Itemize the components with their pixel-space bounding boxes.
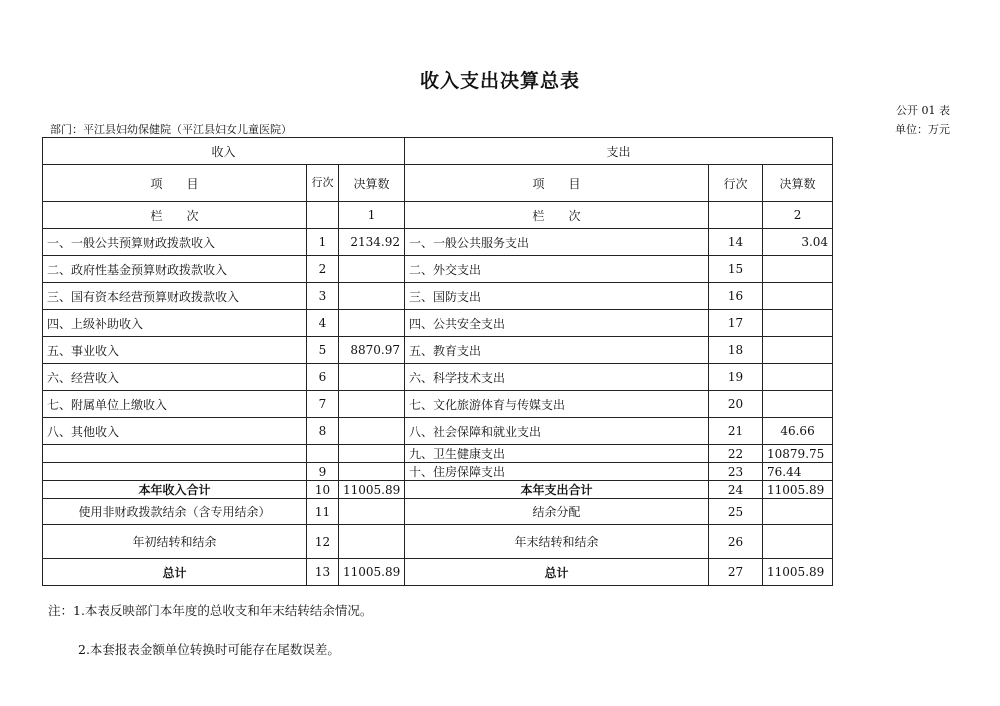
- expense-value: 3.04: [763, 229, 833, 256]
- begin-balance-value: [339, 525, 405, 559]
- expense-value: [763, 337, 833, 364]
- end-balance-value: [763, 525, 833, 559]
- expense-amount-header: 决算数: [763, 165, 833, 202]
- income-line-no: 3: [307, 283, 339, 310]
- department-label: 部门：平江县妇幼保健院（平江县妇女儿童医院）: [50, 123, 292, 136]
- income-line-no: 4: [307, 310, 339, 337]
- expense-line-no: 21: [709, 418, 763, 445]
- grand-income-total-value: 11005.89: [339, 559, 405, 586]
- income-value: [339, 256, 405, 283]
- year-expense-total-value: 11005.89: [763, 481, 833, 499]
- income-section-header: 收入: [43, 138, 405, 165]
- table-row: [43, 391, 833, 418]
- surplus-value: [763, 499, 833, 525]
- grand-income-total-no: 13: [307, 559, 339, 586]
- begin-balance-no: 12: [307, 525, 339, 559]
- nonfiscal-row: [43, 499, 833, 525]
- table-row: [43, 310, 833, 337]
- page-title: 收入支出决算总表: [419, 70, 580, 92]
- expense-item: 四、公共安全支出: [405, 310, 709, 337]
- year-expense-total-label: 本年支出合计: [405, 481, 709, 499]
- income-lanci-line: [307, 202, 339, 229]
- income-item: 七、附属单位上缴收入: [43, 391, 307, 418]
- expense-line-header: 行次: [709, 165, 763, 202]
- section-header-row: [43, 138, 833, 165]
- table-row: [43, 229, 833, 256]
- expense-item: 五、教育支出: [405, 337, 709, 364]
- expense-item: 三、国防支出: [405, 283, 709, 310]
- income-item: 三、国有资本经营预算财政拨款收入: [43, 283, 307, 310]
- expense-line-no: 15: [709, 256, 763, 283]
- income-item: 二、政府性基金预算财政拨款收入: [43, 256, 307, 283]
- income-line-header: 行次: [307, 165, 339, 202]
- income-line-no: 8: [307, 418, 339, 445]
- carryover-row: [43, 525, 833, 559]
- grand-income-total-label: 总计: [43, 559, 307, 586]
- income-item: 八、其他收入: [43, 418, 307, 445]
- expense-line-no: 22: [709, 445, 763, 463]
- income-amount-header: 决算数: [339, 165, 405, 202]
- income-line-no: [307, 445, 339, 463]
- nonfiscal-label: 使用非财政拨款结余（含专用结余）: [43, 499, 307, 525]
- expense-line-no: 18: [709, 337, 763, 364]
- expense-lanci-line: [709, 202, 763, 229]
- expense-value: 76.44: [763, 463, 833, 481]
- begin-balance-label: 年初结转和结余: [43, 525, 307, 559]
- expense-line-no: 17: [709, 310, 763, 337]
- expense-item: 一、一般公共服务支出: [405, 229, 709, 256]
- expense-line-no: 16: [709, 283, 763, 310]
- expense-item: 八、社会保障和就业支出: [405, 418, 709, 445]
- income-line-no: 9: [307, 463, 339, 481]
- income-line-no: 6: [307, 364, 339, 391]
- surplus-label: 结余分配: [405, 499, 709, 525]
- income-line-no: 7: [307, 391, 339, 418]
- year-income-total-no: 10: [307, 481, 339, 499]
- income-line-no: 2: [307, 256, 339, 283]
- grand-total-row: [43, 559, 833, 586]
- note-2: 2.本套报表金额单位转换时可能存在尾数误差。: [78, 642, 340, 657]
- nonfiscal-value: [339, 499, 405, 525]
- income-value: 8870.97: [339, 337, 405, 364]
- unit-label: 单位：万元: [895, 123, 950, 136]
- surplus-no: 25: [709, 499, 763, 525]
- end-balance-label: 年末结转和结余: [405, 525, 709, 559]
- expense-value: [763, 364, 833, 391]
- column-header-row: [43, 165, 833, 202]
- expense-value: [763, 310, 833, 337]
- table-row: [43, 283, 833, 310]
- income-item: [43, 463, 307, 481]
- table-row: [43, 256, 833, 283]
- table-row: [43, 418, 833, 445]
- income-value: [339, 445, 405, 463]
- nonfiscal-no: 11: [307, 499, 339, 525]
- expense-line-no: 14: [709, 229, 763, 256]
- expense-value: [763, 256, 833, 283]
- table-row: [43, 364, 833, 391]
- end-balance-no: 26: [709, 525, 763, 559]
- income-item: 五、事业收入: [43, 337, 307, 364]
- income-item-header: 项 目: [43, 165, 307, 202]
- expense-line-no: 20: [709, 391, 763, 418]
- income-line-no: 5: [307, 337, 339, 364]
- expense-item: 九、卫生健康支出: [405, 445, 709, 463]
- year-income-total-value: 11005.89: [339, 481, 405, 499]
- table-row: [43, 445, 833, 463]
- expense-item: 七、文化旅游体育与传媒支出: [405, 391, 709, 418]
- income-item: 一、一般公共预算财政拨款收入: [43, 229, 307, 256]
- expense-value: 10879.75: [763, 445, 833, 463]
- income-item: 四、上级补助收入: [43, 310, 307, 337]
- expense-col-index: 2: [763, 202, 833, 229]
- income-value: [339, 364, 405, 391]
- income-value: [339, 391, 405, 418]
- expense-section-header: 支出: [405, 138, 833, 165]
- income-item: [43, 445, 307, 463]
- budget-summary-table: [42, 137, 833, 586]
- expense-item: 十、住房保障支出: [405, 463, 709, 481]
- expense-item: 二、外交支出: [405, 256, 709, 283]
- expense-item: 六、科学技术支出: [405, 364, 709, 391]
- expense-value: [763, 283, 833, 310]
- grand-expense-total-value: 11005.89: [763, 559, 833, 586]
- income-value: [339, 283, 405, 310]
- year-income-total-label: 本年收入合计: [43, 481, 307, 499]
- note-1: 注：1.本表反映部门本年度的总收支和年末结转结余情况。: [48, 603, 373, 618]
- expense-item-header: 项 目: [405, 165, 709, 202]
- table-row: [43, 337, 833, 364]
- income-value: 2134.92: [339, 229, 405, 256]
- expense-lanci-label: 栏 次: [405, 202, 709, 229]
- expense-line-no: 19: [709, 364, 763, 391]
- income-col-index: 1: [339, 202, 405, 229]
- column-index-row: [43, 202, 833, 229]
- grand-expense-total-label: 总计: [405, 559, 709, 586]
- income-value: [339, 418, 405, 445]
- income-line-no: 1: [307, 229, 339, 256]
- income-lanci-label: 栏 次: [43, 202, 307, 229]
- form-number: 公开 01 表: [896, 104, 950, 117]
- income-value: [339, 310, 405, 337]
- expense-value: 46.66: [763, 418, 833, 445]
- year-expense-total-no: 24: [709, 481, 763, 499]
- income-value: [339, 463, 405, 481]
- expense-line-no: 23: [709, 463, 763, 481]
- grand-expense-total-no: 27: [709, 559, 763, 586]
- income-item: 六、经营收入: [43, 364, 307, 391]
- expense-value: [763, 391, 833, 418]
- table-row: [43, 463, 833, 481]
- year-total-row: [43, 481, 833, 499]
